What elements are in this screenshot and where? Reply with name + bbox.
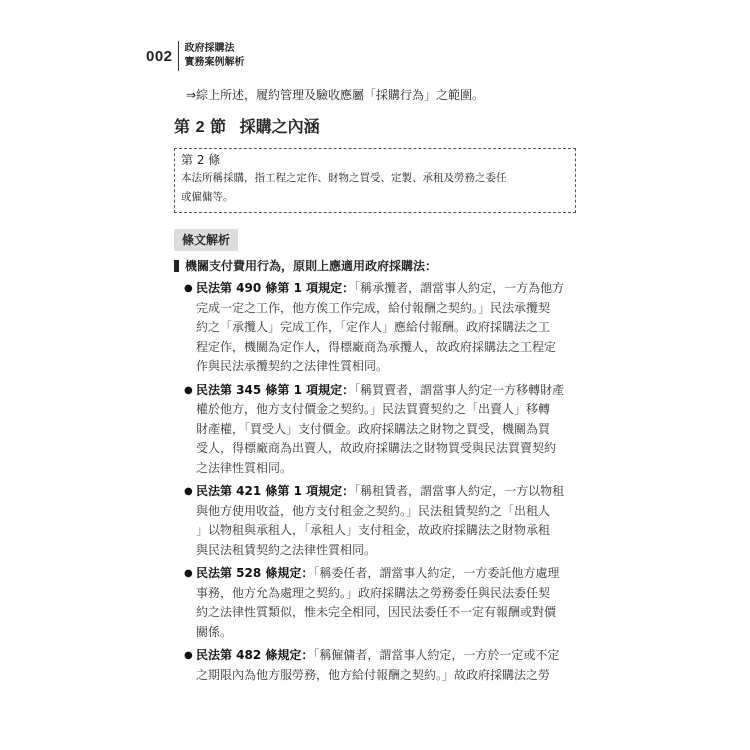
article-text-line: 本法所稱採購，指工程之定作、財物之買受、定製、承租及勞務之委任 <box>181 172 507 184</box>
point-first-line <box>184 482 588 502</box>
point-line: 「稱租賃者，謂當事人約定，一方以物租 <box>354 484 565 498</box>
article-heading: 第 2 條 <box>181 153 221 167</box>
point-lead: 民法第 528 條規定： <box>196 566 314 580</box>
pin-icon: ● <box>184 650 193 661</box>
point-line: 之期限內為他方服勞務，他方給付報酬之契約。」故政府採購法之勞 <box>196 667 551 682</box>
analysis-tag: 條文解析 <box>174 229 238 251</box>
point-line: 權於他方，他方支付價金之契約。」民法買賣契約之「出賣人」移轉 <box>196 402 551 416</box>
pin-icon: ● <box>184 568 193 579</box>
point-line: 「稱僱傭者，謂當事人約定，一方於一定或不定 <box>313 648 560 662</box>
point-lead: 民法第 345 條第 1 項規定： <box>196 382 355 397</box>
pin-icon: ● <box>184 283 193 294</box>
point-line: 程定作，機關為定作人，得標廠商為承攬人，故政府採購法之工程定 <box>196 339 557 354</box>
point-line: 約之「承攬人」完成工作，「定作人」應給付報酬。政府採購法之工 <box>196 320 551 334</box>
point-line: 作與民法承攬契約之法律性質相同。 <box>196 359 389 373</box>
list-item <box>184 564 588 642</box>
point-line: 受人，得標廠商為出賣人，故政府採購法之財物買受與民法買賣契約 <box>196 441 557 455</box>
running-header <box>146 40 245 72</box>
list-item <box>184 381 588 479</box>
list-item <box>184 646 588 685</box>
point-first-line <box>184 381 588 401</box>
points-list <box>184 275 588 685</box>
section-label-prefix: 第 <box>174 117 191 136</box>
point-first-line <box>184 279 588 299</box>
header-divider <box>178 41 179 71</box>
point-first-line <box>184 646 588 666</box>
list-item <box>184 279 588 377</box>
section-label-suffix: 節 <box>210 117 227 136</box>
point-line: 「稱承攬者，謂當事人約定，一方為他方 <box>354 281 565 295</box>
point-line: 財產權，「買受人」支付價金。政府採購法之財物之買受，機關為買 <box>196 421 551 436</box>
point-line: 完成一定之工作，他方俟工作完成，給付報酬之契約。」民法承攬契 <box>196 300 551 315</box>
principle-heading <box>174 257 437 275</box>
book-title-line2: 實務案例解析 <box>184 57 245 68</box>
point-line: 「稱買賣者，謂當事人約定一方移轉財產 <box>354 382 565 397</box>
section-title <box>174 114 320 137</box>
point-line: 與民法租賃契約之法律性質相同。 <box>196 542 377 557</box>
list-item <box>184 482 588 560</box>
article-box <box>174 148 576 213</box>
point-line: 」以物租與承租人，「承租人」支付租金，故政府採購法之財物承租 <box>196 523 551 537</box>
pin-icon: ● <box>184 384 193 396</box>
section-label-number: 2 <box>195 119 205 136</box>
intro-paragraph: ⇒綜上所述，履約管理及驗收應屬「採購行為」之範圍。 <box>186 88 485 102</box>
book-title-line1: 政府採購法 <box>184 43 235 54</box>
point-lead: 民法第 490 條第 1 項規定： <box>196 281 355 295</box>
point-first-line <box>184 564 588 584</box>
point-line: 與他方使用收益，他方支付租金之契約。」民法租賃契約之「出租人 <box>196 503 551 518</box>
principle-text: 機關支付費用行為，原則上應適用政府採購法： <box>185 259 438 273</box>
point-lead: 民法第 482 條規定： <box>196 648 314 662</box>
page-number: 002 <box>146 47 173 65</box>
point-line: 之法律性質相同。 <box>196 460 293 475</box>
article-text <box>181 169 569 207</box>
section-title-text: 採購之內涵 <box>239 117 320 136</box>
article-text-line: 或僱傭等。 <box>181 191 234 203</box>
book-title <box>185 42 245 70</box>
point-lead: 民法第 421 條第 1 項規定： <box>196 484 355 498</box>
pin-icon: ● <box>184 486 193 497</box>
point-line: 約之法律性質類似，惟未完全相同，因民法委任不一定有報酬或對價 <box>196 605 557 619</box>
point-line: 關係。 <box>196 624 233 639</box>
bar-marker-icon <box>174 260 179 272</box>
point-line: 事務，他方允為處理之契約。」政府採購法之勞務委任與民法委任契 <box>196 585 551 600</box>
point-line: 「稱委任者，謂當事人約定，一方委託他方處理 <box>313 566 560 580</box>
